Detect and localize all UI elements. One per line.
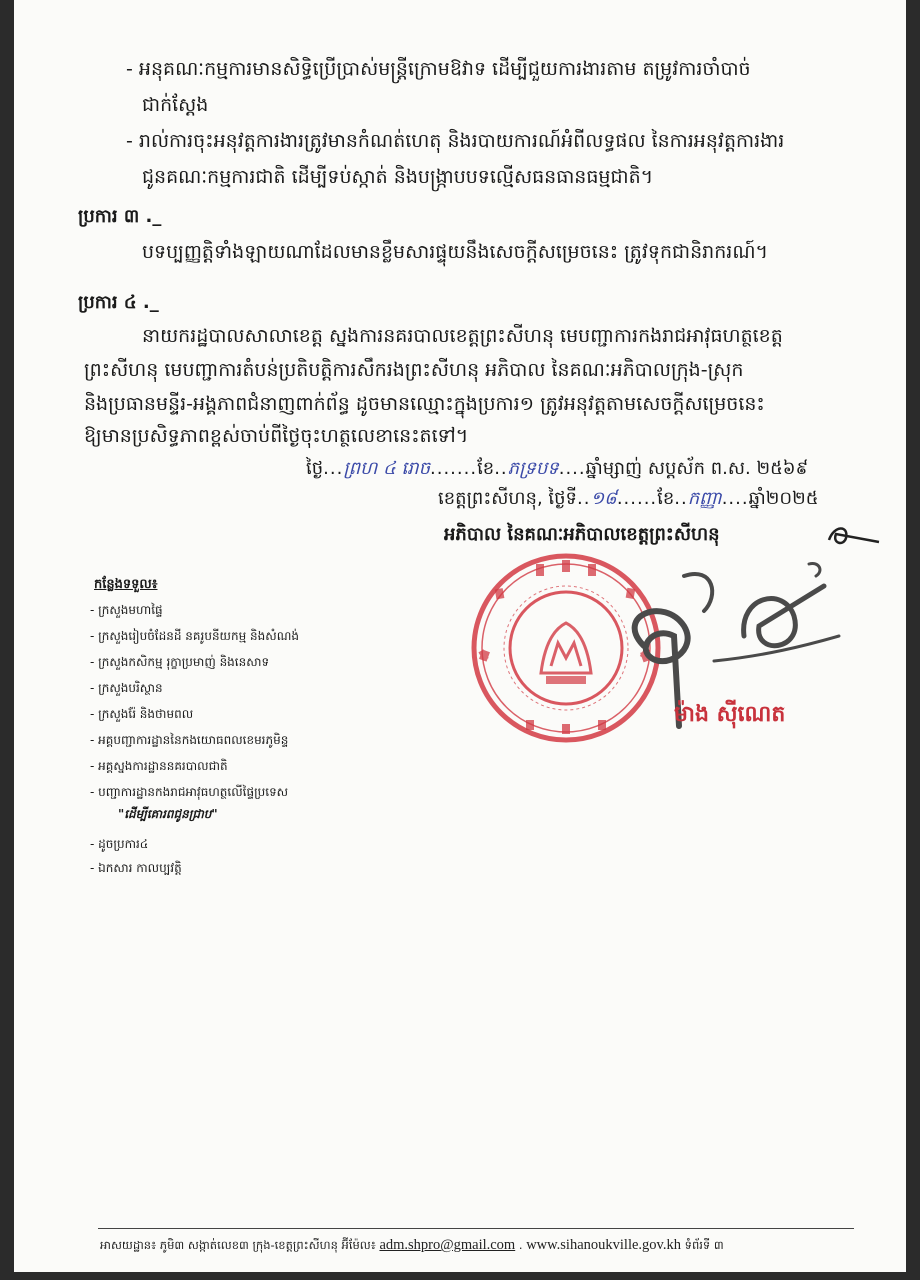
lunar-day-handwritten: ព្រហ ៤ រោច [343,458,430,479]
article-3-text: បទប្បញ្ញត្តិទាំងឡាយណាដែលមានខ្លឹមសារផ្ទុយនឹងសេចក្តីសម្រេចនេះ ត្រូវទុកជានិរាករណ៍។ [142,241,769,263]
solar-date-line: ខេត្តព្រះសីហនុ, ថ្ងៃទី..១៨......ខែ..កញ្ញា....ឆ្នាំ២០២៥ [438,488,819,509]
solar-month-word: ខែ [657,488,675,509]
footer-website-link[interactable]: www.sihanoukville.gov.kh [526,1237,681,1253]
recipients-title: កន្លែងទទួល៖ [94,577,158,592]
signer-name: ម៉ាង ស៊ីណេត [674,702,786,727]
footer-separator: . [518,1238,523,1252]
footer-email-link[interactable]: adm.shpro@gmail.com [379,1237,516,1253]
month-word: ខែ [477,458,495,479]
document-page [14,0,906,1272]
lunar-prefix: ថ្ងៃ [306,458,324,479]
lunar-month-handwritten: ភទ្របទ [507,458,559,479]
article-4-line-2: ព្រះសីហនុ មេបញ្ជាការតំបន់ប្រតិបត្តិការសឹករងព្រះសីហនុ អភិបាល នៃគណៈអភិបាលក្រុង-ស្រុក [84,359,744,381]
recipient-item: - ក្រសួងរ៉ែ និងថាមពល [90,707,194,721]
recipient-item: - បញ្ជាការដ្ឋានកងរាជអាវុធហត្ថលើផ្ទៃប្រទេស [90,785,289,799]
footer-divider [98,1228,854,1229]
footer-address: អាសយដ្ឋាន៖ ភូមិ៣ សង្កាត់លេខ៣ ក្រុង-ខេត្តព្រះសីហនុ អ៊ីម៉ែល៖ [100,1238,376,1252]
bullet-line-1: - អនុគណៈកម្មការមានសិទ្ធិប្រើប្រាស់មន្ត្រីក្រោមឱវាទ ដើម្បីជួយការងារតាម តម្រូវការចាំបាច់ [126,58,751,80]
recipient-item: - ក្រសួងបរិស្ថាន [90,681,163,695]
recipient-sub-note: "ដើម្បីគោរពជូនជ្រាប" [118,807,218,821]
signatory-title: អភិបាល នៃគណៈអភិបាលខេត្តព្រះសីហនុ [444,524,720,545]
solar-year: ឆ្នាំ២០២៥ [748,488,819,509]
bullet-line-2-cont: ជូនគណៈកម្មការជាតិ ដើម្បីទប់ស្កាត់ និងបង្ក្រាបបទល្មើសធនធានធម្មជាតិ។ [142,166,654,188]
recipient-item: - អគ្គស្នងការដ្ឋាននគរបាលជាតិ [90,759,228,773]
footer-page-number: ទំព័រទី ៣ [684,1238,724,1252]
recipient-item: - ក្រសួងមហាផ្ទៃ [90,603,163,617]
lunar-date-line: ថ្ងៃ...ព្រហ ៤ រោច.......ខែ..ភទ្របទ....ឆ្នាំម្សាញ់ សប្តស័ក ព.ស. ២៥៦៩ [306,458,809,479]
bullet-line-2: - រាល់ការចុះអនុវត្តការងារត្រូវមានកំណត់ហេតុ និងរបាយការណ៍អំពីលទ្ធផល នៃការអនុវត្តការងារ [126,130,785,152]
footer [100,1237,724,1255]
lunar-suffix: ឆ្នាំម្សាញ់ សប្តស័ក ព.ស. ២៥៦៩ [585,458,809,479]
recipient-item: - អគ្គបញ្ជាការដ្ឋាននៃកងយោធពលខេមរភូមិន្ទ [90,733,289,747]
article-3-title: ប្រការ ៣ ._ [78,206,162,227]
place-prefix: ខេត្តព្រះសីហនុ, ថ្ងៃទី [438,488,577,509]
solar-month-handwritten: កញ្ញា [687,488,722,509]
article-4-line-3: និងប្រធានមន្ទីរ-អង្គភាពជំនាញពាក់ព័ន្ធ ដូចមានឈ្មោះក្នុងប្រការ១ ត្រូវអនុវត្តតាមសេចក្តីសម្រេចនេះ [84,393,765,415]
article-4-line-1: នាយករដ្ឋបាលសាលាខេត្ត ស្នងការនគរបាលខេត្តព្រះសីហនុ មេបញ្ជាការកងរាជអាវុធហត្ថខេត្ត [142,325,783,347]
signatory-initial [824,520,884,550]
recipient-item: - ក្រសួងរៀបចំដែនដី នគរូបនីយកម្ម និងសំណង់ [90,629,299,643]
bullet-line-1-cont: ជាក់ស្តែង [142,94,209,116]
solar-day-handwritten: ១៨ [590,488,617,509]
recipient-item: - ឯកសារ កាលប្បវត្តិ [90,861,182,875]
recipient-item: - ដូចប្រការ៤ [90,837,149,851]
article-4-title: ប្រការ ៤ ._ [78,292,159,313]
article-4-line-4: ឱ្យមានប្រសិទ្ធភាពខ្ពស់ចាប់ពីថ្ងៃចុះហត្ថលេខានេះតទៅ។ [84,425,469,447]
recipient-item: - ក្រសួងកសិកម្ម រុក្ខាប្រមាញ់ និងនេសាទ [90,655,270,669]
